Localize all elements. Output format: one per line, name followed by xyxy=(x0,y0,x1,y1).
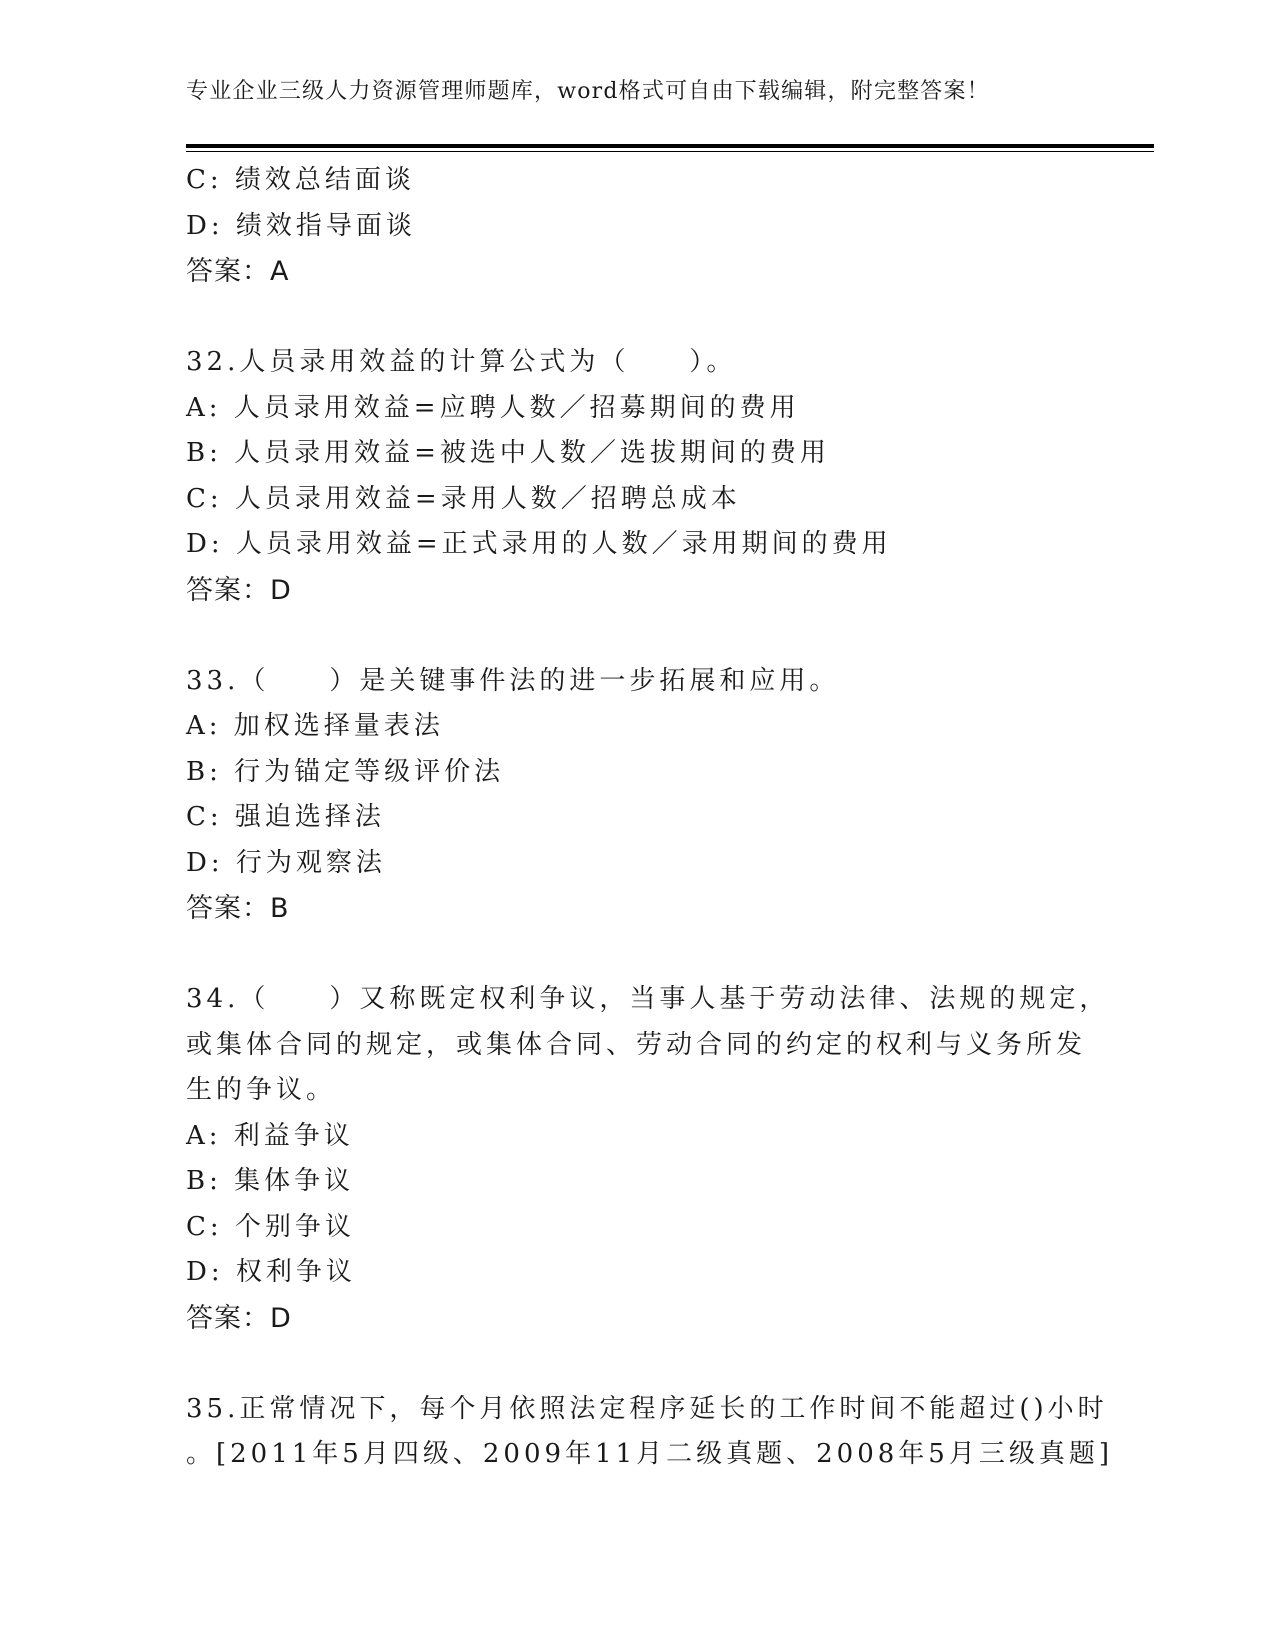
spacer xyxy=(186,295,1086,341)
option-line: B: 集体争议 xyxy=(186,1166,355,1196)
page-header: 专业企业三级人力资源管理师题库，word格式可自由下载编辑，附完整答案！ xyxy=(186,79,990,104)
answer-line: 答案：A xyxy=(186,256,290,287)
option-line: D: 行为观察法 xyxy=(186,847,386,878)
question-stem: 34.（ ）又称既定权利争议，当事人基于劳动法律、法规的规定， xyxy=(186,984,1110,1014)
question-stem: 生的争议。 xyxy=(186,1075,337,1105)
option-line: A: 利益争议 xyxy=(186,1120,354,1151)
spacer xyxy=(186,932,1086,978)
option-line: D: 人员录用效益=正式录用的人数／录用期间的费用 xyxy=(186,529,892,559)
option-line: C: 个别争议 xyxy=(186,1211,355,1242)
answer-line: 答案：D xyxy=(186,574,292,606)
question-stem: 或集体合同的规定，或集体合同、劳动合同的约定的权利与义务所发 xyxy=(186,1029,1087,1060)
question-content xyxy=(186,158,1113,1478)
spacer xyxy=(186,1341,1086,1387)
header-rule-thin xyxy=(186,151,1154,152)
option-line: C: 强迫选择法 xyxy=(186,802,385,832)
option-line: B: 人员录用效益=被选中人数／选拔期间的费用 xyxy=(186,438,830,468)
spacer xyxy=(186,613,1086,659)
question-stem: 32.人员录用效益的计算公式为（ ）。 xyxy=(186,347,737,377)
question-stem: 。[2011年5月四级、2009年11月二级真题、2008年5月三级真题] xyxy=(186,1439,1113,1469)
option-line: D: 权利争议 xyxy=(186,1257,356,1287)
question-stem: 35.正常情况下，每个月依照法定程序延长的工作时间不能超过()小时 xyxy=(186,1393,1108,1424)
question-stem: 33.（ ）是关键事件法的进一步拓展和应用。 xyxy=(186,665,840,696)
option-line: C: 绩效总结面谈 xyxy=(186,165,415,195)
answer-line: 答案：D xyxy=(186,1302,292,1334)
option-line: A: 人员录用效益=应聘人数／招募期间的费用 xyxy=(186,392,800,423)
option-line: C: 人员录用效益=录用人数／招聘总成本 xyxy=(186,483,741,514)
option-line: D: 绩效指导面谈 xyxy=(186,210,416,241)
option-line: B: 行为锚定等级评价法 xyxy=(186,756,505,787)
header-rule-thick xyxy=(186,144,1154,148)
option-line: A: 加权选择量表法 xyxy=(186,711,444,741)
answer-line: 答案：B xyxy=(186,893,290,924)
